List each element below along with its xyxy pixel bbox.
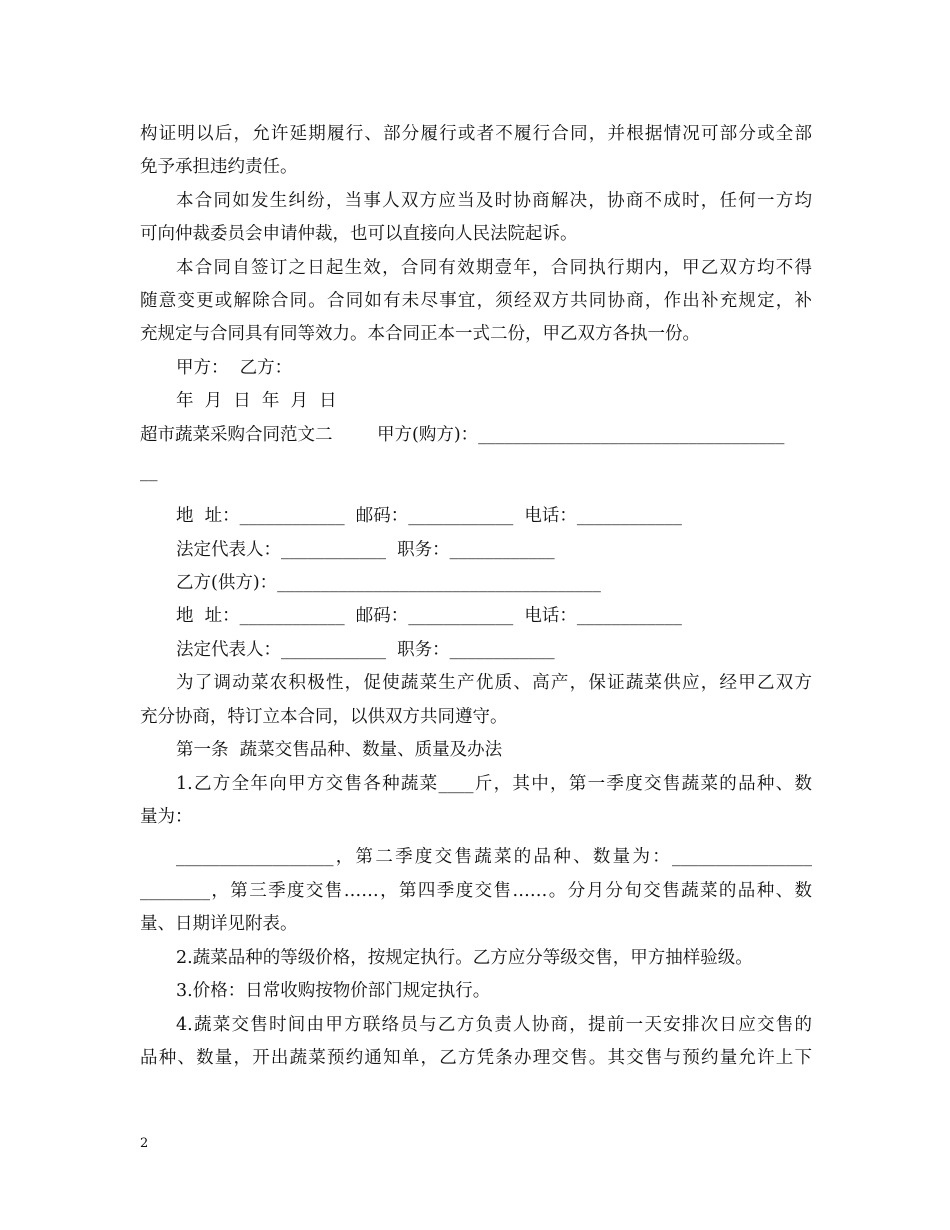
text-line: 充分协商，特订立本合同，以供双方共同遵守。 [140, 707, 508, 727]
text-line: 充规定与合同具有同等效力。本合同正本一式二份，甲乙双方各执一份。 [140, 324, 700, 344]
party-a-representative: 法定代表人：____________ 职务：____________ [176, 540, 555, 560]
text-line: 量、日期详见附表。 [140, 914, 298, 934]
text-line: 构证明以后，允许延期履行、部分履行或者不履行合同，并根据情况可部分或全部 [140, 124, 812, 144]
paragraph-start: 为了调动菜农积极性，促使蔬菜生产优质、高产，保证蔬菜供应，经甲乙双方 [176, 673, 812, 693]
text-line: ________，第三季度交售……，第四季度交售……。分月分旬交售蔬菜的品种、数 [140, 881, 812, 901]
text-line: __ [140, 462, 158, 482]
clause-2: 2.蔬菜品种的等级价格，按规定执行。乙方应分等级交售，甲方抽样验级。 [176, 948, 753, 968]
signature-parties: 甲方： 乙方： [176, 358, 293, 378]
text-line: 可向仲裁委员会申请仲裁，也可以直接向人民法院起诉。 [140, 224, 578, 244]
text-line: 免予承担违约责任。 [140, 157, 298, 177]
clause-3: 3.价格：日常收购按物价部门规定执行。 [176, 981, 491, 1001]
signature-dates: 年 月 日 年 月 日 [176, 391, 337, 411]
article-heading: 第一条 蔬菜交售品种、数量、质量及办法 [176, 740, 503, 760]
text-line: 随意变更或解除合同。合同如有未尽事宜，须经双方共同协商，作出补充规定，补 [140, 291, 812, 311]
paragraph-start: 1.乙方全年向甲方交售各种蔬菜____斤，其中，第一季度交售蔬菜的品种、数 [176, 774, 812, 794]
paragraph-start: 本合同如发生纠纷，当事人双方应当及时协商解决，协商不成时，任何一方均 [176, 191, 812, 211]
contract-title-line: 超市蔬菜采购合同范文二 甲方(购方)：___________________________________ [140, 425, 785, 445]
paragraph-start: 本合同自签订之日起生效，合同有效期壹年，合同执行期内，甲乙双方均不得 [176, 258, 812, 278]
party-b-line: 乙方(供方)：_____________________________________ [176, 573, 601, 593]
party-b-address: 地 址：____________ 邮码：____________ 电话：____________ [176, 606, 682, 626]
text-line: 品种、数量，开出蔬菜预约通知单，乙方凭条办理交售。其交售与预约量允许上下 [140, 1048, 812, 1068]
text-line: __________________，第二季度交售蔬菜的品种、数量为：________________ [176, 847, 812, 867]
text-line: 量为： [140, 807, 193, 827]
party-a-address: 地 址：____________ 邮码：____________ 电话：____________ [176, 506, 682, 526]
clause-4: 4.蔬菜交售时间由甲方联络员与乙方负责人协商，提前一天安排次日应交售的 [176, 1015, 812, 1035]
party-b-representative: 法定代表人：____________ 职务：____________ [176, 640, 555, 660]
page-number: 2 [140, 1136, 149, 1151]
